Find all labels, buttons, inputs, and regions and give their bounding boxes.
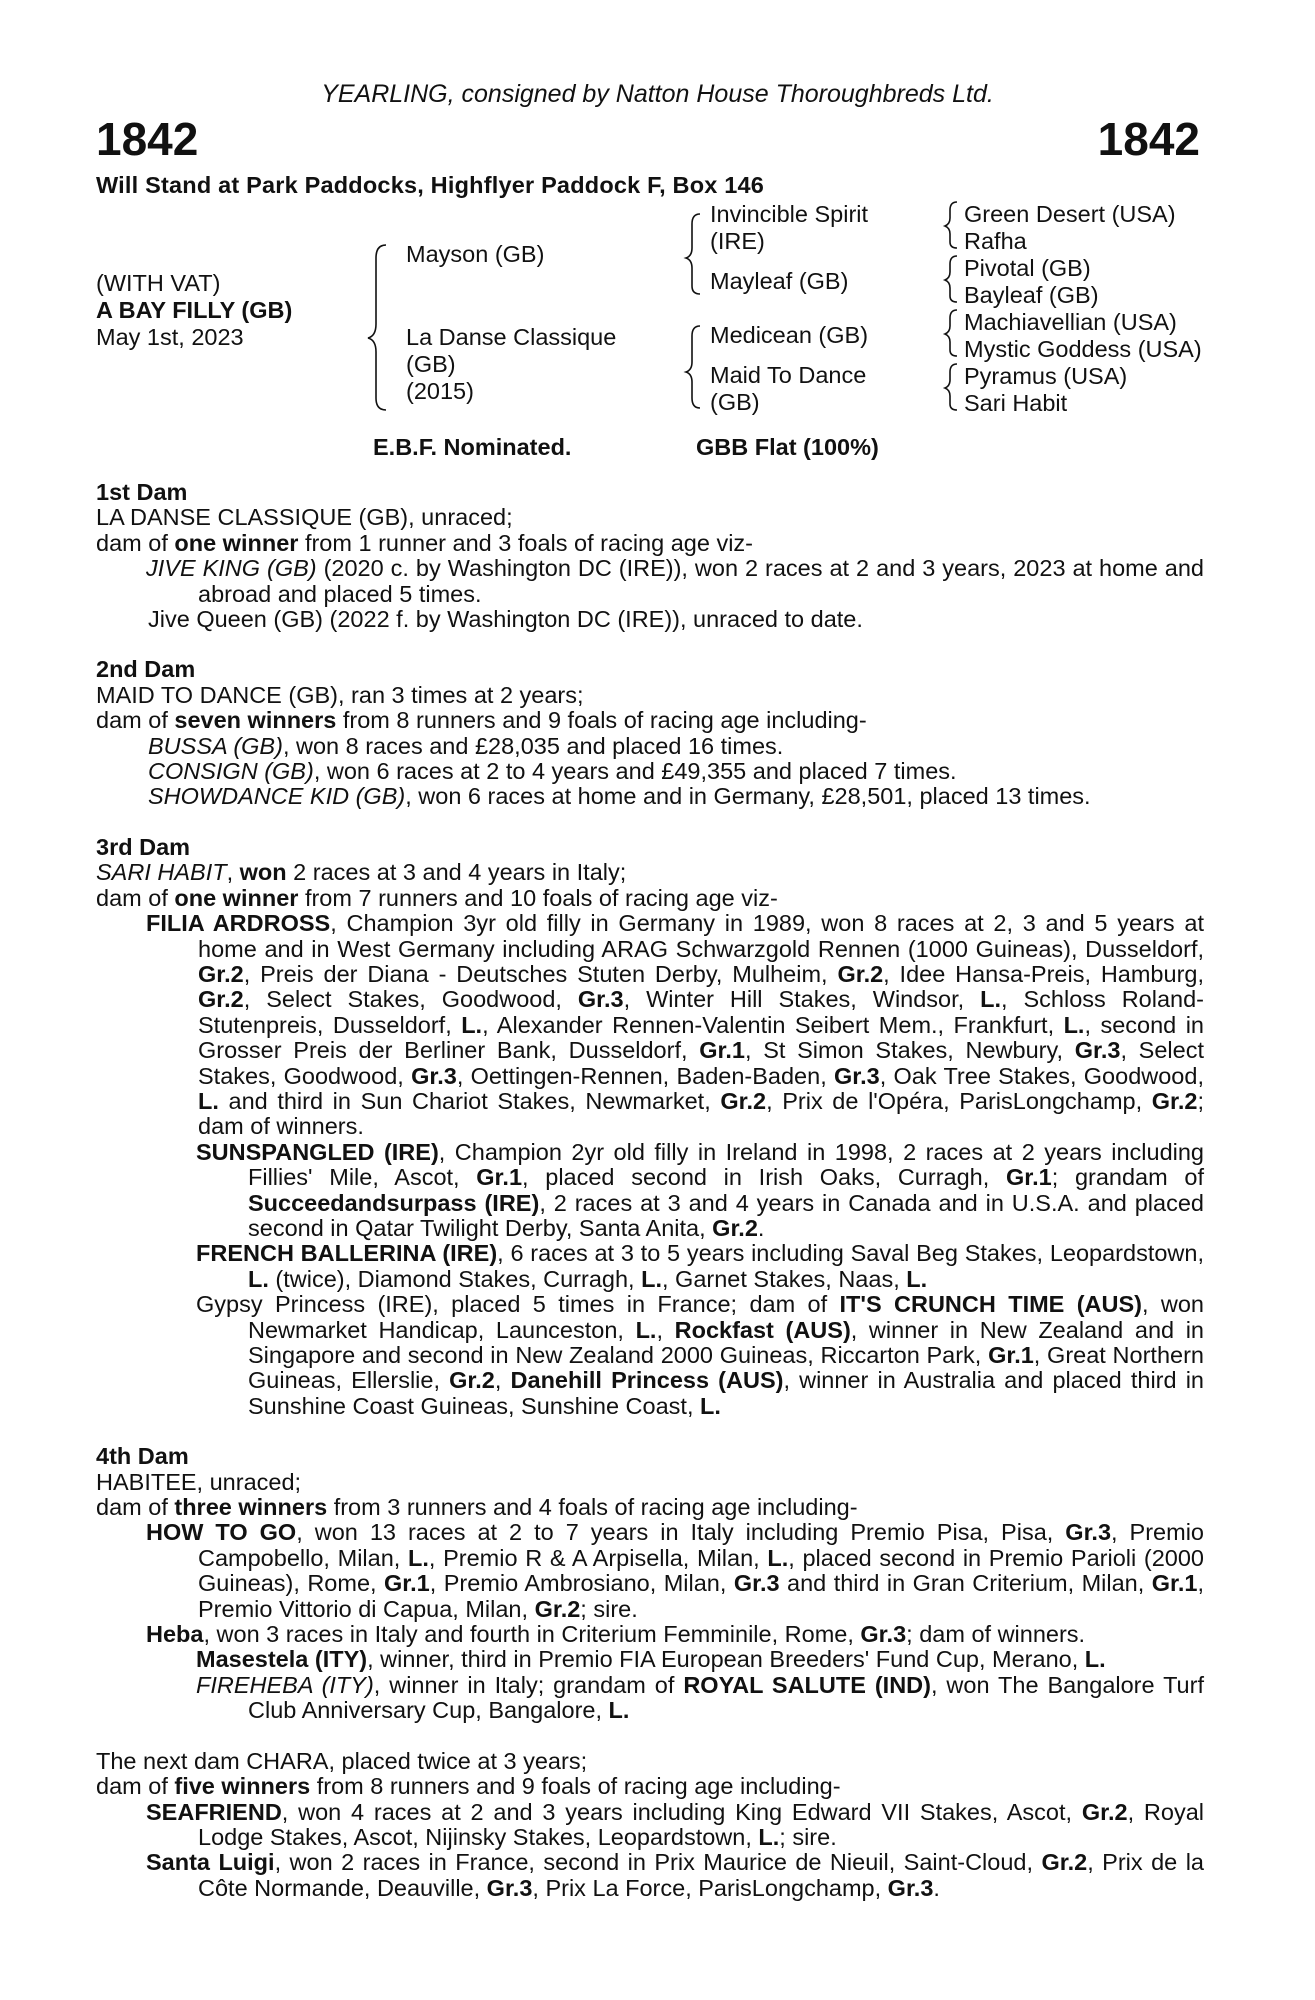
produce-name: FIREHEBA (ITY) [196,1671,374,1698]
winner-count: three winners [174,1494,328,1521]
winner-count: five winners [174,1773,311,1800]
produce-name: SEAFRIEND [146,1798,282,1825]
t: , won 2 races in France, second in Prix Maurice de Nieuil, Saint-Cloud, [274,1849,1042,1876]
grade: Gr.3 [486,1874,533,1901]
grade: Gr.1 [988,1342,1034,1368]
grade: L. [1063,1011,1085,1038]
pedigree-dam-sire: Medicean (GB) [710,322,869,348]
t: , St Simon Stakes, Newbury, [744,1037,1075,1064]
first-dam-line: LA DANSE CLASSIQUE (GB), unraced; [96,504,513,531]
lot-number-right: 1842 [1097,113,1200,165]
t: , second in Grosser Preis der Berliner Bank, Dusseldorf, [198,1011,1205,1064]
pedigree-gen3-6: Mystic Goddess (USA) [964,336,1202,362]
t: , Premio Campobello, Milan, [198,1519,1204,1571]
produce-name: HOW TO GO [146,1519,297,1546]
grade: Gr.2 [1041,1849,1088,1876]
grade: Gr.3 [411,1062,457,1089]
produce-name: Masestela (ITY) [196,1646,368,1673]
horse-name: A BAY FILLY (GB) [96,297,293,323]
first-dam-produce-summary [96,531,1204,556]
third-dam-heading: 3rd Dam [96,833,191,860]
produce-entry-gypsy-princess [96,1292,1204,1419]
grade: L. [758,1823,780,1850]
gbb-flat: GBB Flat (100%) [696,434,879,460]
produce-entry: Jive Queen (GB) (2022 f. by Washington DC (IRE)), unraced to date. [148,606,863,633]
grade: Gr.3 [833,1062,880,1089]
produce-entry [96,556,1204,607]
lot-number-left: 1842 [96,113,199,165]
produce-name: Rockfast (AUS) [674,1316,851,1343]
t: , won 13 races at 2 to 7 years in Italy including Premio Pisa, Pisa, [296,1519,1066,1546]
t: dam of [96,1494,175,1521]
t: (twice), Diamond Stakes, Curragh, [268,1265,642,1292]
pedigree-gen3-8: Sari Habit [964,390,1068,416]
grade: L. [700,1392,721,1419]
produce-entry-sunspangled [96,1140,1204,1242]
pedigree-sire: Mayson (GB) [406,241,545,267]
text: from 8 runners and 9 foals of racing age including- [336,707,867,734]
fourth-dam-produce-summary [96,1495,1204,1520]
pedigree-sire-dam: Mayleaf (GB) [710,268,849,294]
pedigree-dam-line2: (GB) [406,351,456,377]
t: , won 4 races at 2 and 3 years including King Edward VII Stakes, Ascot, [281,1798,1082,1825]
consignor-line: YEARLING, consigned by Natton House Thoroughbreds Ltd. [321,80,994,108]
grade: L. [1084,1646,1106,1673]
grade: Gr.2 [534,1595,581,1622]
produce-record: , won 6 races at 2 to 4 years and £49,355 and placed 7 times. [313,758,957,785]
pedigree-dam-dam-line1: Maid To Dance [710,362,867,388]
brace-dd [945,364,957,410]
t: , Royal Lodge Stakes, Ascot, Nijinsky Stakes, Leopardstown, [198,1798,1204,1850]
produce-name: JIVE KING (GB) [146,555,317,582]
t: , winner in Australia and placed third in Sunshine Coast Guineas, Sunshine Coast, [248,1367,1205,1419]
produce-record: (2020 c. by Washington DC (IRE)), won 2 races at 2 and 3 years, 2023 at home and abroad and placed 5 times. [198,555,1205,607]
grade: Gr.1 [1151,1570,1198,1597]
pedigree-gen3-5: Machiavellian (USA) [964,309,1177,335]
t: , Premio R & A Arpisella, Milan, [428,1544,768,1571]
grade: Gr.3 [1065,1519,1112,1546]
first-dam-section [96,480,1204,632]
text: from 1 runner and 3 foals of racing age viz- [298,529,753,556]
t: ; sire. [779,1823,837,1850]
text: dam of [96,884,175,911]
brace-ss [945,202,957,248]
grade: Gr.3 [887,1874,934,1901]
grade: L. [461,1011,483,1038]
t: , 6 races at 3 to 5 years including Saval Beg Stakes, Leopardstown, [497,1240,1204,1267]
grade: Gr.2 [449,1367,495,1394]
grade: Gr.3 [577,986,624,1013]
dam-name: SARI HABIT [96,859,227,886]
produce-record: , won 6 races at home and in Germany, £28,501, placed 13 times. [405,783,1091,810]
grade: L. [198,1087,219,1114]
second-dam-line: MAID TO DANCE (GB), ran 3 times at 2 years; [96,681,584,708]
grade: Gr.2 [712,1214,758,1241]
next-dam-section [96,1749,1204,1901]
produce-name: Santa Luigi [146,1849,275,1876]
produce-name: ROYAL SALUTE (IND) [683,1671,931,1698]
fourth-dam-section [96,1444,1204,1723]
pedigree-gen3-1: Green Desert (USA) [964,201,1176,227]
produce-entry [96,784,1204,809]
t: and third in Gran Criterium, Milan, [779,1570,1152,1597]
t: Gypsy Princess (IRE), placed 5 times in France; dam of [196,1291,840,1318]
t: , [656,1316,675,1343]
t: , Premio Vittorio di Capua, Milan, [198,1570,1204,1622]
brace-main [368,245,386,410]
grade: Gr.3 [860,1621,907,1648]
produce-entry-masestela [96,1647,1204,1672]
t: , Alexander Rennen-Valentin Seibert Mem., Frankfurt, [482,1011,1064,1038]
produce-name: Succeedandsurpass (IRE) [248,1189,540,1216]
t: , Schloss Roland-Stutenpreis, Dusseldorf, [198,986,1204,1038]
pedigree-gen3-7: Pyramus (USA) [964,363,1128,389]
pedigree-gen3-3: Pivotal (GB) [964,255,1091,281]
winner-count: seven winners [174,707,337,734]
grade: Gr.1 [384,1570,430,1597]
t: , Prix de la Côte Normande, Deauville, [198,1849,1204,1901]
t: , Preis der Diana - Deutsches Stuten Derby, Mulheim, [243,960,838,987]
grade: Gr.2 [837,960,884,987]
text: dam of [96,529,175,556]
grade: L. [608,1697,630,1724]
foaling-date: May 1st, 2023 [96,324,244,350]
grade: L. [641,1265,662,1292]
t: . [757,1214,765,1241]
pedigree-sire-sire-line2: (IRE) [710,228,765,254]
t: , Premio Ambrosiano, Milan, [429,1570,734,1597]
produce-entry-fireheba [96,1673,1204,1724]
t: , won The Bangalore Turf Club Anniversary Cup, Bangalore, [248,1671,1204,1724]
t: , Garnet Stakes, Naas, [662,1265,907,1292]
t: , placed second in Premio Parioli (2000 Guineas), Rome, [198,1544,1205,1597]
produce-entry [96,759,1204,784]
brace-dam [686,326,700,408]
t: , placed second in Irish Oaks, Curragh, [522,1164,1006,1191]
produce-name: IT'S CRUNCH TIME (AUS) [839,1291,1142,1318]
grade: L. [635,1316,657,1343]
fourth-dam-line: HABITEE, unraced; [96,1468,302,1495]
t: , won Newmarket Handicap, Launceston, [248,1291,1204,1343]
produce-entry-filia-ardross [96,911,1204,1140]
t: , Select Stakes, Goodwood, [243,986,578,1013]
grade: L. [248,1265,269,1292]
produce-name: FRENCH BALLERINA (IRE) [196,1240,498,1267]
grade: L. [906,1265,928,1292]
t: , winner, third in Premio FIA European Breeders' Fund Cup, Merano, [367,1646,1085,1673]
t: , Idee Hansa-Preis, Hamburg, [883,960,1204,987]
produce-entry-santa-luigi [96,1850,1204,1901]
produce-name: SHOWDANCE KID (GB) [148,783,406,810]
grade: Gr.2 [1081,1798,1128,1825]
grade: Gr.1 [476,1164,523,1191]
t: , Winter Hill Stakes, Windsor, [623,986,981,1013]
t: ; grandam of [1051,1164,1204,1191]
produce-name: Heba [146,1621,204,1648]
t: and third in Sun Chariot Stakes, Newmarket, [218,1087,721,1114]
t: from 3 runners and 4 foals of racing age including- [327,1494,858,1521]
t: , 2 races at 3 and 4 years in Canada and in U.S.A. and placed second in Qatar Twilight Derby, Santa Anita, [248,1189,1204,1241]
produce-entry [96,734,1204,759]
brace-ds [945,310,957,356]
pedigree-gen3-2: Rafha [964,228,1027,254]
grade: Gr.2 [198,986,244,1013]
text: 2 races at 3 and 4 years in Italy; [286,859,627,886]
produce-record: , won 8 races and £28,035 and placed 16 times. [282,732,784,759]
t: . [933,1874,940,1901]
pedigree-dam-line3: (2015) [406,378,474,404]
t: , Oak Tree Stakes, Goodwood, [879,1062,1204,1089]
t: , Great Northern Guineas, Ellerslie, [248,1342,1204,1394]
pedigree-dam-line1: La Danse Classique [406,324,617,350]
pedigree-sire-sire-line1: Invincible Spirit [710,201,869,227]
t: , winner in Italy; grandam of [373,1671,684,1698]
produce-entry-seafriend [96,1800,1204,1851]
t: , won 3 races in Italy and fourth in Criterium Femminile, Rome, [203,1621,861,1648]
t: , winner in New Zealand and in Singapore and second in New Zealand 2000 Guineas, Riccarton Park, [248,1316,1204,1368]
t: , Champion 2yr old filly in Ireland in 1998, 2 races at 2 years including Fillies' Mile, Ascot, [248,1138,1204,1191]
stand-location: Will Stand at Park Paddocks, Highflyer Paddock F, Box 146 [96,172,765,198]
third-dam-line [96,860,1204,885]
produce-entry-french-ballerina [96,1241,1204,1292]
second-dam-section [96,657,1204,809]
pedigree-gen3-4: Bayleaf (GB) [964,282,1099,308]
grade: Gr.1 [1005,1164,1052,1191]
second-dam-produce-summary [96,708,1204,733]
text: , [226,859,240,886]
t: , Prix de l'Opéra, ParisLongchamp, [766,1087,1152,1114]
produce-entry-heba [96,1622,1204,1647]
grade: Gr.2 [198,960,244,987]
second-dam-heading: 2nd Dam [96,656,196,683]
catalogue-body [96,480,1204,1901]
t: , [494,1367,511,1394]
grade: L. [407,1544,429,1571]
won-label: won [239,859,287,886]
third-dam-produce-summary [96,886,1204,911]
t: , Select Stakes, Goodwood, [198,1037,1204,1089]
next-dam-produce-summary [96,1774,1204,1799]
fourth-dam-heading: 4th Dam [96,1443,189,1470]
t: from 8 runners and 9 foals of racing age including- [310,1773,841,1800]
produce-name: FILIA ARDROSS [146,910,331,937]
winner-count: one winner [174,884,299,911]
third-dam-section [96,835,1204,1419]
t: ; dam of winners. [198,1087,1204,1140]
t: , Champion 3yr old filly in Germany in 1989, won 8 races at 2, 3 and 5 years at home and in West Germany including ARAG Schwarzgold Rennen (1000 Guineas), Dusseldorf, [198,910,1204,962]
next-dam-line: The next dam CHARA, placed twice at 3 years; [96,1747,588,1774]
produce-entry-how-to-go [96,1520,1204,1622]
produce-name: CONSIGN (GB) [148,758,314,785]
produce-name: SUNSPANGLED (IRE) [196,1138,439,1165]
winner-count: one winner [174,529,299,556]
text: dam of [96,707,175,734]
grade: Gr.3 [1074,1037,1121,1064]
t: ; sire. [580,1595,638,1622]
brace-sire [686,214,700,294]
first-dam-heading: 1st Dam [96,479,188,505]
ebf-nominated: E.B.F. Nominated. [373,434,572,460]
brace-sd [945,256,957,302]
t: dam of [96,1773,175,1800]
t: , Oettingen-Rennen, Baden-Baden, [456,1062,834,1089]
vat-note: (WITH VAT) [96,270,221,296]
grade: Gr.2 [720,1087,767,1114]
grade: Gr.2 [1151,1087,1198,1114]
produce-name: BUSSA (GB) [148,732,283,759]
grade: L. [767,1544,789,1571]
grade: Gr.3 [733,1570,780,1597]
t: ; dam of winners. [906,1621,1086,1648]
text: from 7 runners and 10 foals of racing age viz- [298,884,778,911]
pedigree-dam-dam-line2: (GB) [710,389,760,415]
produce-name: Danehill Princess (AUS) [510,1367,784,1394]
t: , Prix La Force, ParisLongchamp, [532,1874,888,1901]
grade: L. [980,986,1002,1013]
grade: Gr.1 [699,1037,745,1064]
